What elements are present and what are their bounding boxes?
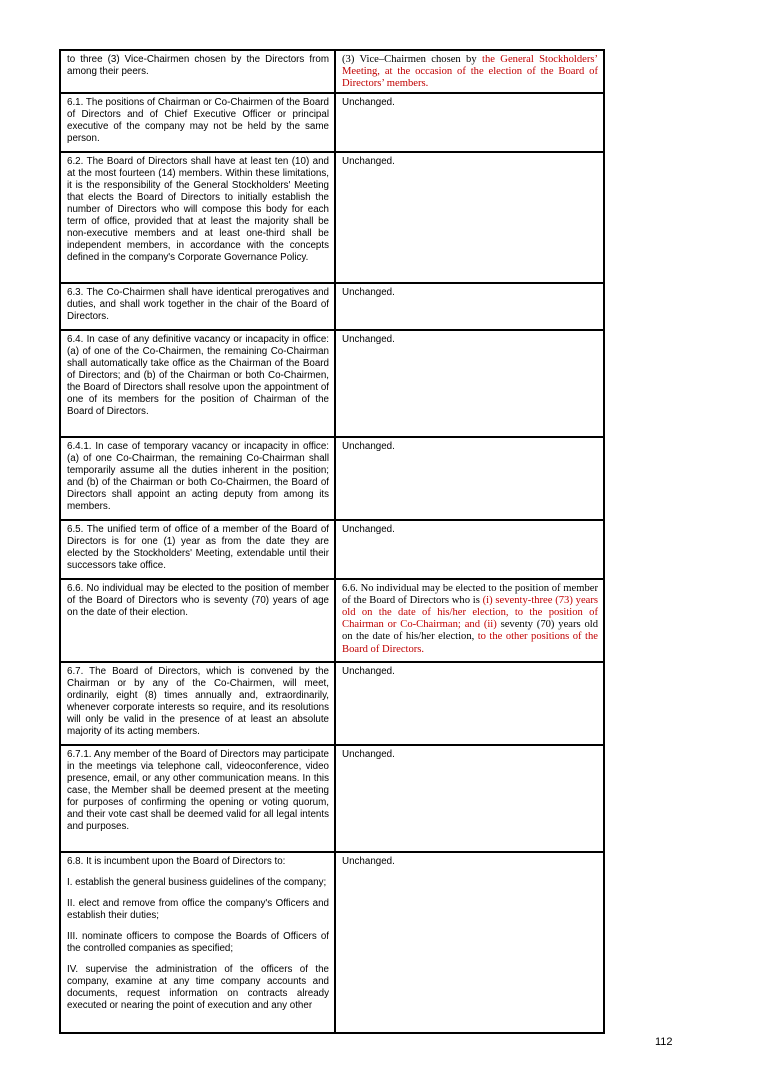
proposed-text-cell: Unchanged. [335, 437, 604, 520]
proposed-text-cell: Unchanged. [335, 93, 604, 152]
current-text-cell: 6.7. The Board of Directors, which is convened by the Chairman or by any of the Co-Chairmen, will meet, ordinarily, eight (8) times annually and, extraordinarily, whenever corporate interests so require, and its resolutions will only be valid in the presence of at least an absolute majority of its acting members. [60, 662, 335, 745]
proposed-text-cell: Unchanged. [335, 152, 604, 283]
current-text-cell: 6.6. No individual may be elected to the position of member of the Board of Directors who is seventy (70) years of age on the date of their election. [60, 579, 335, 662]
current-text-cell: 6.1. The positions of Chairman or Co-Chairmen of the Board of Directors and of Chief Executive Officer or principal executive of the company may not be held by the same person. [60, 93, 335, 152]
list-item: I. establish the general business guidelines of the company; [67, 876, 327, 888]
proposed-text-cell [335, 50, 604, 93]
table-row [60, 520, 604, 579]
table-row [60, 93, 604, 152]
current-text-cell: 6.4. In case of any definitive vacancy or incapacity in office: (a) of one of the Co-Chairmen, the remaining Co-Chairman shall automatically take office as the Chairman of the Board of Directors; and (b) of the Chairman or both Co-Chairmen, the Board of Directors shall resolve upon the appointment of one of its members for the position of Chairman of the Board of Directors. [60, 330, 335, 437]
proposed-text-cell: Unchanged. [335, 852, 604, 1033]
current-text-cell: 6.4.1. In case of temporary vacancy or incapacity in office: (a) of one Co-Chairman, the remaining Co-Chairman shall temporarily assume all the duties inherent in the position; and (b) of the Chairman or both Co-Chairmen, the Board of Directors shall appoint an acting deputy from among its members. [60, 437, 335, 520]
table-row [60, 579, 604, 662]
proposed-change-text: the General Stockholders’ Meeting, at the occasion of the election of the Board of Directors’ members. [342, 54, 599, 90]
table-row [60, 152, 604, 283]
proposed-text-cell: Unchanged. [335, 662, 604, 745]
current-text-cell: to three (3) Vice-Chairmen chosen by the Directors from among their peers. [60, 50, 335, 93]
table-row [60, 283, 604, 330]
table-row [60, 50, 604, 93]
list-item: IV. supervise the administration of the officers of the company, examine at any time company accounts and documents, request information on contracts already executed or nearing the point of execution and any other [67, 963, 329, 1011]
current-text-cell [60, 852, 335, 1033]
list-item: II. elect and remove from office the company's Officers and establish their duties; [67, 897, 329, 921]
bylaws-comparison-table [59, 49, 605, 1034]
table-row [60, 662, 604, 745]
proposed-text-cell: Unchanged. [335, 520, 604, 579]
proposed-text-cell: Unchanged. [335, 745, 604, 852]
proposed-text: 6.6. No individual may be elected to the position of member of the Board of Directors who is [342, 582, 598, 606]
proposed-text: (3) Vice–Chairmen chosen by [342, 54, 482, 65]
proposed-text-cell [335, 579, 604, 662]
current-text-cell: 6.2. The Board of Directors shall have at least ten (10) and at the most fourteen (14) members. Within these limitations, it is the responsibility of the General Stockholders' Meeting that elects the Board of Directors to initially establish the number of Directors who will compose this body for each term of office, provided that at least the majority shall be non-executive members and at least one-third shall be independent members, in accordance with the concepts defined in the company's Corporate Governance Policy. [60, 152, 335, 283]
table-row [60, 745, 604, 852]
page-number: 112 [655, 1036, 673, 1048]
proposed-text-cell: Unchanged. [335, 283, 604, 330]
list-item: III. nominate officers to compose the Boards of Officers of the controlled companies as specified; [67, 930, 329, 954]
proposed-change-text: to the other positions of the Board of Directors. [342, 631, 598, 655]
list-item: 6.8. It is incumbent upon the Board of Directors to: [67, 855, 286, 867]
current-text-cell: 6.7.1. Any member of the Board of Directors may participate in the meetings via telephone call, videoconference, video presence, email, or any other communication means. In this case, the Member shall be deemed present at the meeting for purposes of confirming the opening or voting quorum, and their vote cast shall be deemed valid for all legal intents and purposes. [60, 745, 335, 852]
table-row [60, 852, 604, 1033]
proposed-text-cell: Unchanged. [335, 330, 604, 437]
proposed-change-text: (i) seventy-three (73) years old on the date of his/her election, to the position of Chairman or Co-Chairman; and (ii) [342, 594, 599, 631]
table-row [60, 437, 604, 520]
table-row [60, 330, 604, 437]
current-text-cell: 6.5. The unified term of office of a member of the Board of Directors is for one (1) year as from the date they are elected by the Stockholders' Meeting, extendable until their successors take office. [60, 520, 335, 579]
current-text-cell: 6.3. The Co-Chairmen shall have identical prerogatives and duties, and shall work together in the chair of the Board of Directors. [60, 283, 335, 330]
proposed-text: seventy (70) years old on the date of his/her election, [342, 619, 598, 643]
